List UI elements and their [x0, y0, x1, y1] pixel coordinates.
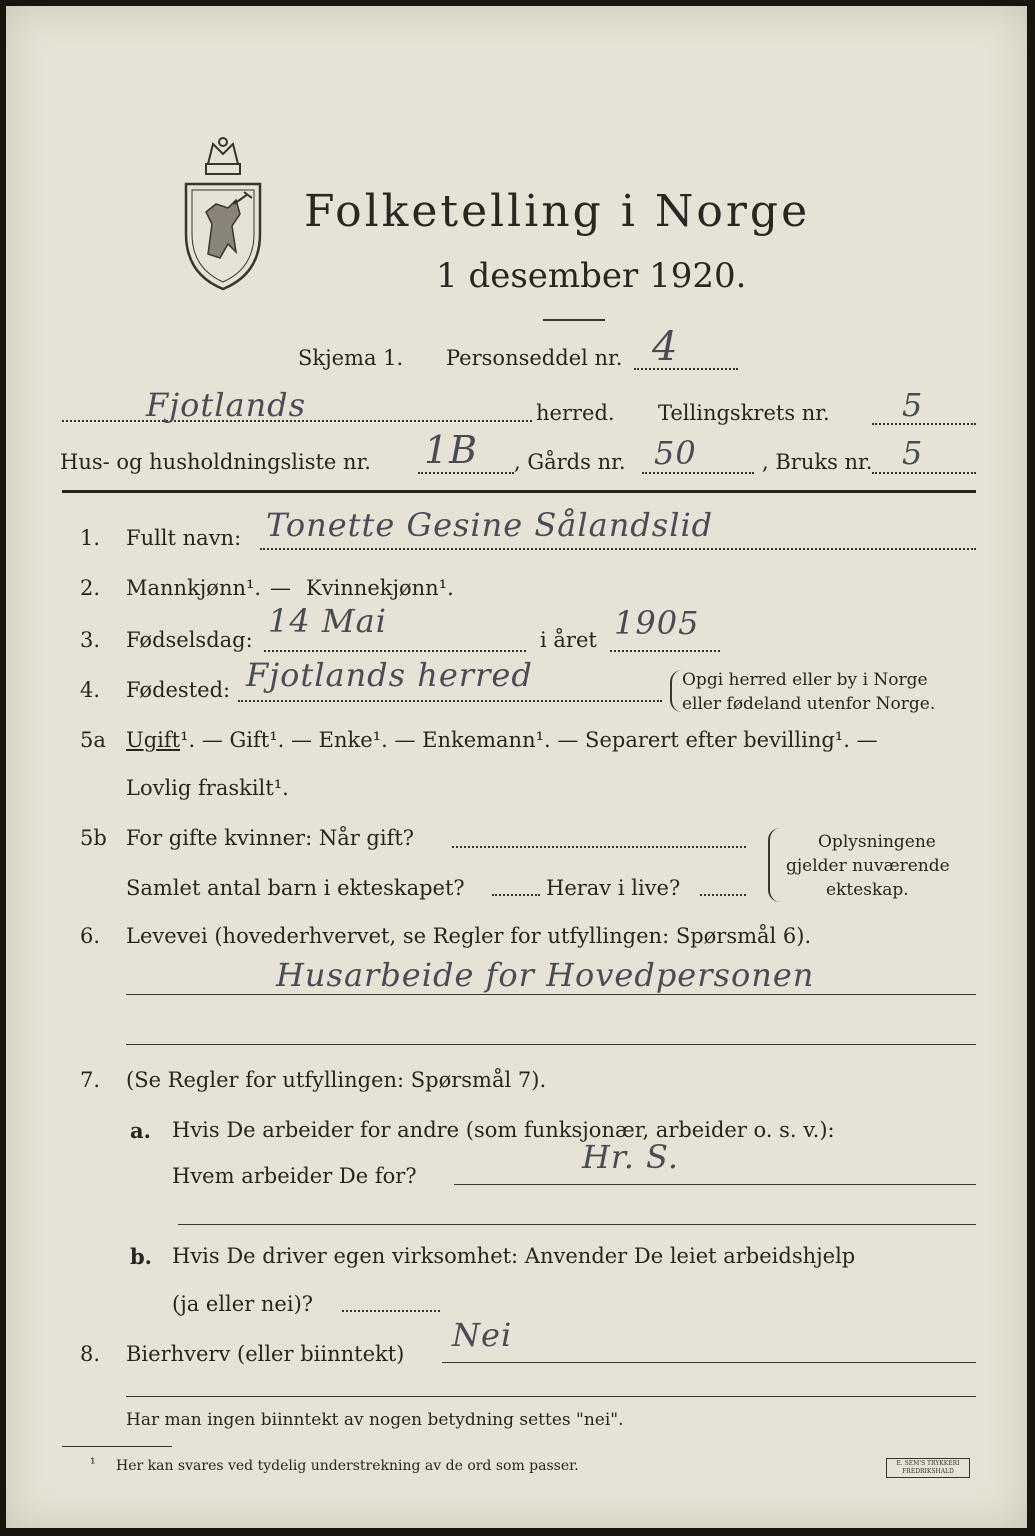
- bruks-value[interactable]: 5: [902, 434, 924, 472]
- marital-status-options: [126, 728, 878, 752]
- q6-number: 6.: [80, 924, 101, 948]
- bruks-line: [872, 472, 976, 474]
- q5b-alive-line: [700, 894, 746, 896]
- gards-line: [642, 472, 754, 474]
- footer-note: Har man ingen biinntekt av nogen betydning settes "nei".: [126, 1410, 624, 1430]
- herred-label: herred.: [536, 401, 615, 425]
- q6-label: Levevei (hovederhvervet, se Regler for utfyllingen: Spørsmål 6).: [126, 924, 812, 948]
- side-income-value[interactable]: Nei: [452, 1316, 513, 1354]
- footnote-text: Her kan svares ved tydelig understrekning av de ord som passer.: [116, 1458, 579, 1474]
- title-divider: [543, 319, 605, 321]
- q5b-note-2: gjelder nuværende: [786, 856, 950, 876]
- q8-label: Bierhverv (eller biinntekt): [126, 1342, 405, 1366]
- q7a-text: Hvis De arbeider for andre (som funksjonær, arbeider o. s. v.):: [172, 1118, 835, 1142]
- herred-value[interactable]: Fjotlands: [146, 386, 307, 424]
- q6-line-2: [126, 1044, 976, 1045]
- marital-other-options[interactable]: ¹. — Gift¹. — Enke¹. — Enkemann¹. — Separert efter bevilling¹. —: [180, 728, 878, 752]
- q7a-line-1: [454, 1184, 976, 1185]
- occupation-value[interactable]: Husarbeide for Hovedpersonen: [276, 956, 815, 994]
- marital-ugift-option[interactable]: Ugift: [126, 728, 181, 752]
- birthday-value[interactable]: 14 Mai: [268, 602, 387, 640]
- q7b-question: (ja eller nei)?: [172, 1292, 314, 1316]
- birth-year-value[interactable]: 1905: [614, 604, 700, 642]
- q5b-note-1: Oplysningene: [818, 832, 936, 852]
- gender-male-option[interactable]: Mannkjønn¹.: [126, 576, 262, 600]
- footnote-mark: ¹: [90, 1456, 96, 1472]
- tellingskrets-value[interactable]: 5: [902, 386, 924, 424]
- full-name-value[interactable]: Tonette Gesine Sålandslid: [266, 506, 714, 544]
- q5b-when-line: [452, 846, 746, 848]
- q5b-line2: Samlet antal barn i ekteskapet?: [126, 876, 465, 900]
- personseddel-value[interactable]: 4: [652, 324, 679, 370]
- footnote-divider: [62, 1446, 172, 1447]
- q7-label: (Se Regler for utfyllingen: Spørsmål 7).: [126, 1068, 547, 1092]
- gards-label: , Gårds nr.: [514, 450, 626, 474]
- hus-value[interactable]: 1B: [424, 428, 479, 472]
- q7a-line-2: [178, 1224, 976, 1225]
- q5b-line1: For gifte kvinner: Når gift?: [126, 826, 415, 850]
- q1-label: Fullt navn:: [126, 526, 242, 550]
- employer-value[interactable]: Hr. S.: [582, 1138, 679, 1176]
- q3-line: [264, 650, 526, 652]
- q4-line: [238, 700, 662, 702]
- bruks-label: , Bruks nr.: [762, 450, 873, 474]
- hus-line: [418, 472, 514, 474]
- q2-number: 2.: [80, 576, 101, 600]
- q7b-letter: b.: [130, 1244, 152, 1269]
- q8-line: [442, 1362, 976, 1363]
- gards-value[interactable]: 50: [654, 434, 697, 472]
- footer-divider: [126, 1396, 976, 1397]
- q4-number: 4.: [80, 678, 101, 702]
- q7b-text: Hvis De driver egen virksomhet: Anvender De leiet arbeidshjelp: [172, 1244, 856, 1268]
- tellingskrets-label: Tellingskrets nr.: [658, 401, 830, 425]
- q7a-letter: a.: [130, 1118, 151, 1143]
- q4-note-2: eller fødeland utenfor Norge.: [682, 694, 936, 714]
- census-date: 1 desember 1920.: [436, 256, 747, 296]
- q1-number: 1.: [80, 526, 101, 550]
- q3-number: 3.: [80, 628, 101, 652]
- year-line: [610, 650, 720, 652]
- q8-number: 8.: [80, 1342, 101, 1366]
- printer-stamp: E. SEM'S TRYKKERI FREDRIKSHALD: [886, 1458, 970, 1478]
- birthplace-value[interactable]: Fjotlands herred: [246, 656, 533, 694]
- gender-female-option[interactable]: Kvinnekjønn¹.: [306, 576, 454, 600]
- personseddel-label: Personseddel nr.: [446, 346, 623, 370]
- marital-lovlig-fraskilt[interactable]: Lovlig fraskilt¹.: [126, 776, 289, 800]
- coat-of-arms-emblem: [178, 134, 268, 294]
- gender-separator: —: [270, 576, 291, 600]
- year-label: i året: [540, 628, 597, 652]
- header-divider: [62, 490, 976, 493]
- q5a-number: 5a: [80, 728, 106, 752]
- tellingskrets-line: [872, 423, 976, 425]
- q5b-brace: [768, 828, 782, 902]
- q7-number: 7.: [80, 1068, 101, 1092]
- personseddel-line: [634, 368, 738, 370]
- q7a-question: Hvem arbeider De for?: [172, 1164, 417, 1188]
- q5b-note-3: ekteskap.: [826, 880, 909, 900]
- q6-line-1: [126, 994, 976, 995]
- q3-label: Fødselsdag:: [126, 628, 253, 652]
- hus-label: Hus- og husholdningsliste nr.: [60, 450, 371, 474]
- q5b-herav: Herav i live?: [546, 876, 681, 900]
- skjema-label: Skjema 1.: [298, 346, 404, 370]
- form-title: Folketelling i Norge: [304, 186, 811, 237]
- q4-note-1: Opgi herred eller by i Norge: [682, 670, 928, 690]
- q5b-number: 5b: [80, 826, 107, 850]
- q1-line: [260, 548, 976, 550]
- q5b-children-line: [492, 894, 540, 896]
- q4-label: Fødested:: [126, 678, 231, 702]
- census-form: [6, 6, 1027, 1528]
- q7b-line: [342, 1310, 440, 1312]
